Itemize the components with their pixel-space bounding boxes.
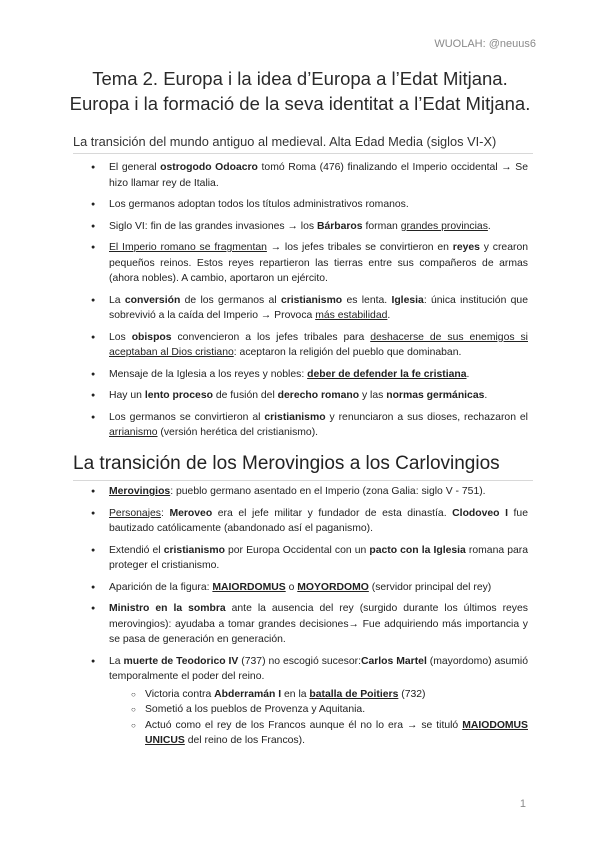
underlined-text: El Imperio romano se fragmentan	[109, 242, 267, 253]
bold-text: deber de defender la fe cristiana	[307, 368, 467, 380]
watermark: WUOLAH: @neuus6	[434, 38, 536, 50]
section2-bullet-list	[91, 484, 528, 749]
underlined-text: arrianismo	[109, 427, 158, 438]
sub-bullet-list	[131, 687, 528, 749]
section1-bullet-list	[91, 160, 528, 441]
text-run: → los jefes tribales se convirtieron en	[266, 242, 453, 253]
bold-text: pacto con la Iglesia	[369, 544, 466, 556]
list-item	[91, 160, 528, 191]
bold-text: lento proceso	[144, 390, 213, 401]
sub-list-item	[131, 687, 528, 703]
bold-text: cristianismo	[264, 411, 326, 423]
text-run: Actuó como el rey de los Francos aunque él no lo era → se tituló	[145, 719, 463, 731]
text-run: La	[109, 655, 124, 667]
document-title	[0, 66, 600, 116]
bold-text: Ministro en la sombra	[109, 603, 226, 614]
text-run: (732)	[398, 688, 426, 700]
text-run: .	[466, 368, 470, 380]
bold-text: cristianismo	[163, 544, 225, 556]
sub-list-item	[131, 718, 528, 749]
text-run: Los germanos adoptan todos los títulos administrativos romanos.	[109, 199, 409, 210]
underlined-text: deshacerse de sus enemigos si aceptaban al Dios cristiano	[109, 331, 528, 358]
bold-text: Merovingios	[109, 486, 171, 497]
text-run: Sometió a los pueblos de Provenza y Aquitania.	[145, 704, 366, 715]
bold-text: MOYORDOMO	[297, 581, 369, 593]
text-run: (737) no escogió sucesor:	[238, 655, 361, 667]
text-run: era el jefe militar y fundador de esta dinastía.	[212, 507, 453, 519]
section-heading-alta-edad-media: La transición del mundo antiguo al medieval. Alta Edad Media (siglos VI-X)	[73, 134, 533, 154]
bold-text: conversión	[124, 294, 181, 306]
list-item	[91, 580, 528, 596]
bold-text: MAIODOMUS	[462, 719, 528, 731]
page-number: 1	[519, 798, 526, 810]
bold-text: derecho romano	[277, 390, 360, 401]
list-item	[91, 388, 528, 404]
bold-text: UNICUS	[145, 735, 185, 746]
list-item	[91, 240, 528, 287]
text-run: Hay un	[109, 390, 145, 401]
bold-text: Carlos Martel	[360, 655, 427, 667]
text-run: Los germanos se convirtieron al	[109, 411, 265, 423]
bold-text: ostrogodo Odoacro	[160, 162, 258, 173]
list-item	[91, 654, 528, 749]
bold-text: Iglesia	[391, 294, 424, 306]
text-run: (servidor principal del rey)	[368, 581, 492, 593]
bold-text: batalla de Poitiers	[309, 688, 399, 700]
text-run: : pueblo germano asentado en el Imperio (zona Galia: siglo V - 751).	[170, 486, 486, 497]
text-run: Mensaje de la Iglesia a los reyes y nobles:	[109, 368, 308, 380]
text-run: del reino de los Francos).	[184, 735, 305, 746]
text-run: y renunciaron a sus dioses, rechazaron el	[325, 411, 528, 423]
underlined-text: más estabilidad	[315, 310, 388, 321]
text-run: : única institución que sobrevivió a la caída del Imperio → Provoca	[109, 294, 528, 321]
text-run: Siglo VI: fin de las grandes invasiones → los	[109, 220, 317, 232]
bold-text: cristianismo	[280, 294, 343, 306]
bold-text: Clodoveo I	[452, 507, 508, 519]
list-item	[91, 543, 528, 574]
text-run: .	[487, 220, 491, 232]
text-run: convencieron a los jefes tribales para	[171, 331, 371, 343]
sub-list-item	[131, 702, 528, 718]
text-run: tomó Roma (476) finalizando el Imperio occidental → Se hizo llamar rey de Italia.	[109, 162, 528, 189]
text-run: .	[484, 390, 488, 401]
bold-text: muerte de Teodorico IV	[123, 655, 239, 667]
text-run: (mayordomo) asumió temporalmente el poder del reino.	[109, 655, 528, 682]
list-item-text	[109, 656, 528, 683]
text-run: ante la ausencia del rey (surgido durante los últimos reyes merovingios): ayudaba a tomar grandes decisiones→ Fue adquiriendo más importancia y se pasa de generación en generación.	[109, 603, 528, 645]
title-line-2: Europa i la formació de la seva identitat a l’Edat Mitjana.	[69, 93, 531, 114]
bold-text: Bárbaros	[316, 220, 363, 232]
list-item	[91, 197, 528, 213]
bold-text: obispos	[131, 331, 172, 343]
list-item	[91, 219, 528, 235]
text-run: es lenta.	[342, 294, 392, 306]
list-item	[91, 293, 528, 324]
underlined-text: grandes provincias	[400, 220, 488, 232]
list-item	[91, 367, 528, 383]
text-run: de los germanos al	[180, 294, 281, 306]
text-run: fue bautizado católicamente (abandonado así el paganismo).	[109, 507, 528, 534]
underlined-text: Personajes	[109, 507, 161, 519]
text-run: Victoria contra	[145, 688, 215, 700]
text-run: en la	[281, 688, 310, 700]
bold-text: reyes	[452, 242, 480, 253]
text-run: : aceptaron la religión del pueblo que dominaban.	[233, 347, 462, 358]
bold-text: MAIORDOMUS	[212, 581, 286, 593]
list-item	[91, 506, 528, 537]
text-run: Aparición de la figura:	[109, 581, 213, 593]
list-item	[91, 330, 528, 361]
section-heading-merovingios: La transición de los Merovingios a los Carlovingios	[73, 453, 533, 481]
text-run: La	[109, 294, 125, 306]
text-run: :	[160, 507, 170, 519]
title-line-1: Tema 2. Europa i la idea d’Europa a l’Edat Mitjana.	[92, 68, 508, 89]
text-run: por Europa Occidental con un	[224, 544, 370, 556]
bold-text: normas germánicas	[386, 390, 485, 401]
text-run: y las	[359, 390, 387, 401]
bold-text: Abderramán I	[214, 688, 282, 700]
text-run: Extendió el	[109, 544, 164, 556]
text-run: y crearon pequeños reinos. Estos reyes repartieron las tierras entre sus compañeros de armas (ahora nobles). A cambio, aportaron un ejército.	[109, 242, 529, 284]
text-run: romana para proteger el cristianismo.	[109, 544, 529, 571]
bold-text: Meroveo	[169, 507, 213, 519]
text-run: de fusión del	[212, 390, 278, 401]
text-run: El general	[109, 162, 161, 173]
list-item	[91, 601, 528, 648]
text-run: o	[285, 581, 298, 593]
text-run: forman	[362, 220, 401, 232]
text-run: (versión herética del cristianismo).	[157, 427, 319, 438]
list-item	[91, 410, 528, 441]
list-item	[91, 484, 528, 500]
text-run: .	[387, 310, 391, 321]
text-run: Los	[109, 331, 132, 343]
